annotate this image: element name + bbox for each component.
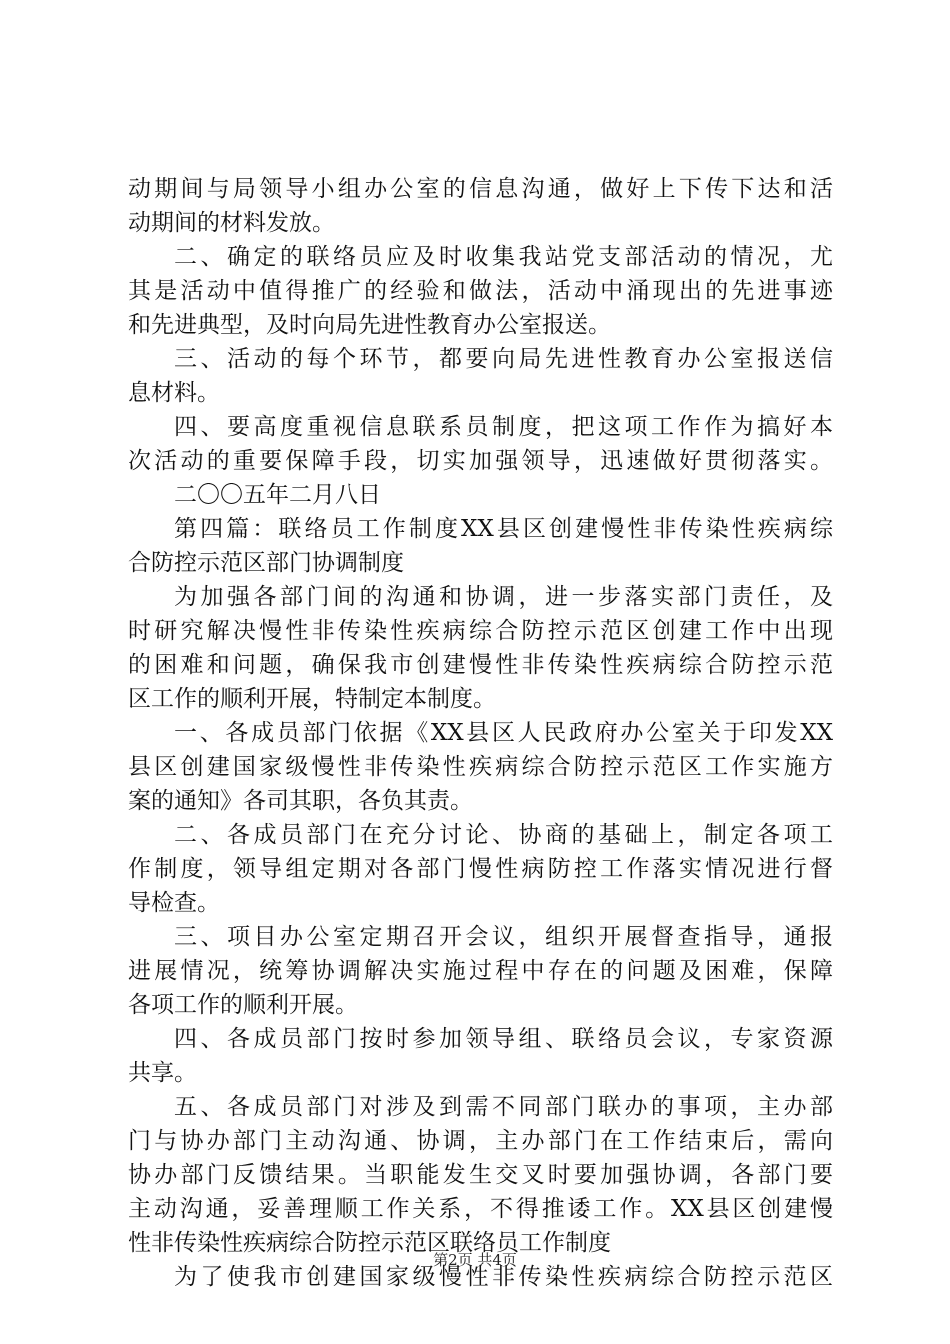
text-line: 二、各成员部门在充分讨论、协商的基础上，制定各项工 [174,822,833,848]
text-line: 合防控示范区部门协调制度 [128,550,404,576]
text-line: 四、各成员部门按时参加领导组、联络员会议，专家资源 [174,1026,833,1052]
text-line: 的困难和问题，确保我市创建慢性非传染性疾病综合防控示范 [128,652,833,678]
text-line: 三、活动的每个环节，都要向局先进性教育办公室报送信 [174,346,833,372]
text-line: 导检查。 [128,890,220,916]
text-line: 各项工作的顺利开展。 [128,992,358,1018]
text-line: 二〇〇五年二月八日 [174,482,381,508]
document-body [128,172,833,1294]
text-line: 时研究解决慢性非传染性疾病综合防控示范区创建工作中出现 [128,618,833,644]
text-line: 三、项目办公室定期召开会议，组织开展督查指导，通报 [174,924,833,950]
text-line: 二、确定的联络员应及时收集我站党支部活动的情况，尤 [174,244,833,270]
page-footer: 第2页 共4页 [433,1251,517,1269]
text-line: 共享。 [128,1060,197,1086]
text-line: 次活动的重要保障手段，切实加强领导，迅速做好贯彻落实。 [128,448,833,474]
text-line: 性非传染性疾病综合防控示范区联络员工作制度 [128,1230,611,1256]
text-line: 息材料。 [128,380,220,406]
text-line: 一、各成员部门依据《XX县区人民政府办公室关于印发XX [174,720,833,746]
text-line: 案的通知》各司其职，各负其责。 [128,788,473,814]
text-line: 动期间的材料发放。 [128,210,335,236]
text-line: 动期间与局领导小组办公室的信息沟通，做好上下传下达和活 [128,176,833,202]
text-line: 四、要高度重视信息联系员制度，把这项工作作为搞好本 [174,414,833,440]
text-line: 其是活动中值得推广的经验和做法，活动中涌现出的先进事迹 [128,278,833,304]
text-line: 第四篇：联络员工作制度XX县区创建慢性非传染性疾病综 [174,516,833,542]
text-line: 为加强各部门间的沟通和协调，进一步落实部门责任，及 [174,584,833,610]
text-line: 进展情况，统筹协调解决实施过程中存在的问题及困难，保障 [128,958,833,984]
text-line: 县区创建国家级慢性非传染性疾病综合防控示范区工作实施方 [128,754,833,780]
text-line: 作制度，领导组定期对各部门慢性病防控工作落实情况进行督 [128,856,833,882]
text-line: 为了使我市创建国家级慢性非传染性疾病综合防控示范区 [174,1264,833,1290]
text-line: 区工作的顺利开展，特制定本制度。 [128,686,496,712]
text-line: 和先进典型，及时向局先进性教育办公室报送。 [128,312,611,338]
text-line: 五、各成员部门对涉及到需不同部门联办的事项，主办部 [174,1094,833,1120]
text-line: 主动沟通，妥善理顺工作关系，不得推诿工作。XX县区创建慢 [128,1196,833,1222]
text-line: 门与协办部门主动沟通、协调，主办部门在工作结束后，需向 [128,1128,833,1154]
text-line: 协办部门反馈结果。当职能发生交叉时要加强协调，各部门要 [128,1162,833,1188]
